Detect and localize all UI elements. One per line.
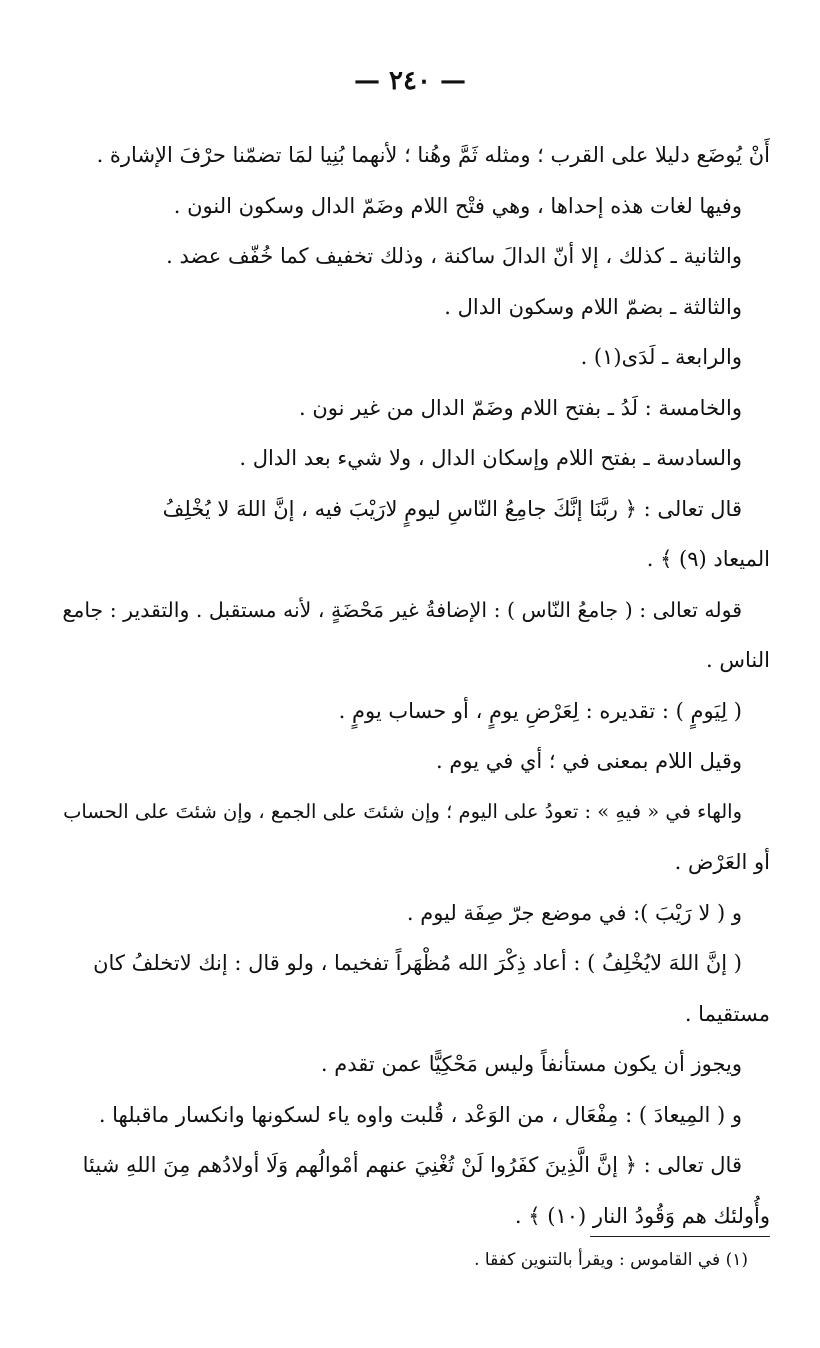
text-line: و ( لا رَيْبَ ): في موضع جرّ صِفَة ليوم . xyxy=(406,900,742,925)
text-line: الناس . xyxy=(706,648,770,672)
text-line: وأُولئك هم وَقُودُ النار (١٠) ﴾ . xyxy=(514,1203,770,1228)
text-line: ويجوز أن يكون مستأنفاً وليس مَحْكِيًّا عمن تقدم . xyxy=(320,1052,742,1076)
text-line: والثالثة ـ بضمّ اللام وسكون الدال . xyxy=(444,294,742,319)
text-line: والهاء في « فيهِ » : تعودُ على اليوم ؛ وإن شئتَ على الجمع ، وإن شئتَ على الحساب xyxy=(63,799,742,823)
text-line: أو العَرْض . xyxy=(674,850,770,874)
text-line: قال تعالى : ﴿ ربَّنَا إنَّكَ جامِعُ النّاسِ ليومٍ لارَيْبَ فيه ، إنَّ اللهَ لا يُخْلِفُ xyxy=(162,496,742,521)
text-line: والرابعة ـ لَدَى(١) . xyxy=(580,345,742,369)
text-line: الميعاد (٩) ﴾ . xyxy=(646,547,770,571)
text-line: قوله تعالى : ( جامعُ النّاس ) : الإضافةُ غير مَحْضَةٍ ، لأنه مستقبل . والتقدير : جامع xyxy=(62,597,742,622)
body-text xyxy=(48,130,770,1241)
text-line: والثانية ـ كذلك ، إلا أنّ الدالَ ساكنة ، وذلك تخفيف كما خُفّف عضد . xyxy=(166,244,742,268)
text-line: وفيها لغات هذه إحداها ، وهي فتْح اللام وضَمّ الدال وسكون النون . xyxy=(173,193,742,218)
footnote-divider xyxy=(590,1236,770,1237)
text-line: ( إنَّ اللهَ لايُخْلِفُ ) : أعاد ذِكْرَ الله مُظْهَراً تفخيما ، ولو قال : إنك لاتخلفُ كان xyxy=(93,951,742,975)
text-line: مستقيما . xyxy=(684,1001,770,1026)
text-line: أَنْ يُوضَع دليلا على القرب ؛ ومثله ثَمَّ وهُنا ؛ لأنهما بُنِيا لمَا تضمّنا حرْفَ الإشارة . xyxy=(96,143,770,167)
text-line: قال تعالى : ﴿ إنَّ الَّذِينَ كفَرُوا لَنْ تُغْنِيَ عنهم أمْوالُهم وَلَا أولادُهم مِنَ اللهِ شيئا xyxy=(82,1153,742,1177)
text-line: و ( المِيعادَ ) : مِفْعَال ، من الوَعْد ، قُلبت واوه ياء لسكونها وانكسار ماقبلها . xyxy=(98,1102,742,1127)
text-line: والسادسة ـ بفتح اللام وإسكان الدال ، ولا شيء بعد الدال . xyxy=(239,446,742,470)
text-line: والخامسة : لَدُ ـ بفتح اللام وضَمّ الدال من غير نون . xyxy=(299,395,742,420)
page-number: — ٢٤٠ — xyxy=(353,66,467,96)
text-line: وقيل اللام بمعنى في ؛ أي في يوم . xyxy=(436,749,742,773)
text-line: ( لِيَومٍ ) : تقديره : لِعَرْضِ يومٍ ، أو حساب يومٍ . xyxy=(338,698,742,723)
footnote: (١) في القاموس : ويقرأ بالتنوين كفقا . xyxy=(474,1250,748,1270)
